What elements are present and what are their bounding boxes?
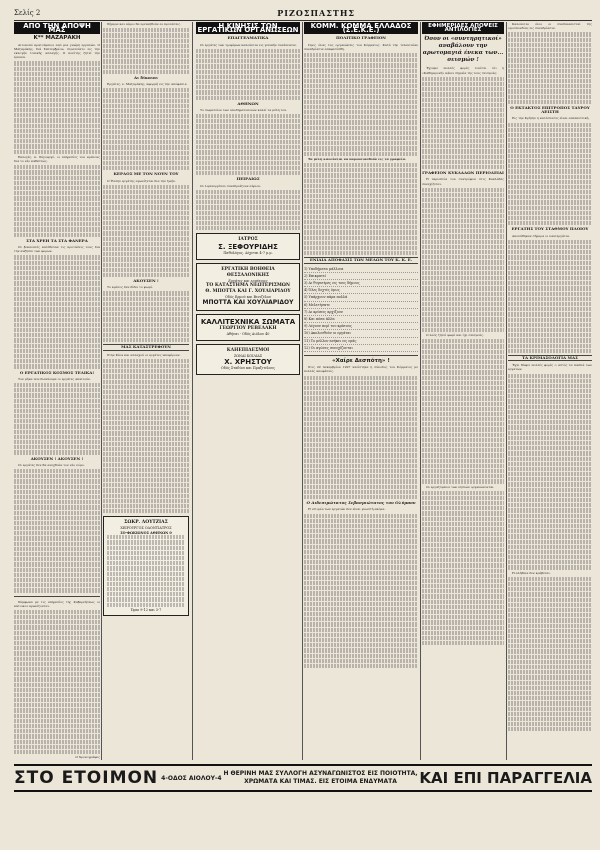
footer-mid-line: ΧΡΩΜΑΤΑ ΚΑΙ ΤΙΜΑΣ. ΕΙΣ ΕΤΟΙΜΑ ΕΝΔΥΜΑΤΑ xyxy=(244,778,397,785)
article-text: Στην Κίνα και αλλαχού οι εργάτες υποφέρουν. xyxy=(107,352,181,357)
headline-quote: Όσον οι «συντηρητικοί» αναβάλουν την αρωτομαγιά ένεκα των... σεισμών ! xyxy=(422,36,504,64)
section-heading: ΓΡΑΦΕΙΟΝ ΚΥΚΛΑΔΩΝ ΠΕΡΙΟΔΕΙΑΙ xyxy=(422,170,504,176)
section-heading: ΕΠΑΓΓΕΛΜΑΤΙΚΑ xyxy=(227,35,269,41)
article-text: Η αλήθεια δεν κρύβεται. xyxy=(512,570,551,575)
article-text: Ο λαός ζητεί ψωμί και όχι σεισμούς. xyxy=(426,333,485,338)
section-heading: ΠΟΛΙΤΙΚΟ ΓΡΑΦΕΙΟΝ xyxy=(336,35,386,41)
text-block xyxy=(422,188,504,332)
article-text: Τα μέλη καλούνται να παρουσιασθούν εις τα γραφεία. xyxy=(308,156,407,161)
footer-address: 4-ΟΔΟΣ ΑΙΟΛΟΥ-4 xyxy=(161,774,222,782)
ad-line: ΧΕΙΡΟΥΡΓΟΣ ΟΔΟΝΤΙΑΤΡΟΣ xyxy=(120,526,172,531)
list-item: 9) Λέγουν περί του κράτους xyxy=(304,323,418,330)
text-block xyxy=(14,165,100,237)
list-item: 5) Υπάρχουν πάρα πολλά xyxy=(304,294,418,301)
ad-line: Οδός Ερμού και Βενιζέλου xyxy=(225,295,271,300)
text-block xyxy=(304,53,418,156)
column-rule xyxy=(101,22,102,760)
article-text: Ο Έλλην εργάτης αγωνίζεται δια την ζωήν. xyxy=(107,178,176,183)
article-text: Το σωματείον των υποδηματοποιών καλεί τα μέλη του. xyxy=(200,107,288,112)
ad-name: Χ. ΧΡΗΣΤΟΥ xyxy=(224,358,272,367)
article-text: Προς όλας τας οργανώσεις του Κόμματος. Κατά την τελευταίαν συνεδρίασιν απεφασίσθη. xyxy=(304,42,418,51)
article-text: Τον μήνα που διανύουμε οι εργάτες απαιτούν. xyxy=(18,376,91,381)
footer-mid-line: Η ΘΕΡΙΝΗ ΜΑΣ ΣΥΛΛΟΓΗ ΑΣΥΝΑΓΩΝΙΣΤΟΣ ΕΙΣ ΠΟΙΟΤΗΤΑ, xyxy=(223,770,418,777)
column-rule xyxy=(506,22,507,760)
column-rule xyxy=(420,22,421,760)
column-2 xyxy=(103,22,189,760)
article-text: Οι εργάτες των τροφίμων καλούνται εις γενικήν συνέλευσιν. xyxy=(200,42,297,47)
article-text: Οι βουλευτές κατέθεσαν τις προτάσεις τους δια την αυξησιν των φορων. xyxy=(14,245,100,254)
column-rule xyxy=(302,22,303,760)
article-text: Εργάτες, ν. Μαζαράκης, αφορμή εις την απόφασιν. xyxy=(107,82,188,87)
ad-line: ΖΩΝΑΙ ΚΟΙΛΙΑΣ xyxy=(233,353,263,358)
footer-left xyxy=(14,768,222,788)
text-block xyxy=(304,514,418,669)
column-5 xyxy=(422,22,504,760)
text-block xyxy=(196,114,300,175)
text-block xyxy=(508,577,592,732)
section-heading: ΜΑΣ ΚΑΤΑΣΤΡΕΦΟΥΝ xyxy=(103,344,189,350)
article-text: Καλούνται όλοι οι συνδικαλισταί της ομοσπονδίας εις συνεδρίασιν. xyxy=(508,22,592,31)
list-item: 2) Επικρατεί xyxy=(304,273,418,280)
text-block xyxy=(508,123,592,226)
column-1 xyxy=(14,22,100,760)
article-text: Εις την Κρήτην η κατάστασις είναι απελπιστική. xyxy=(512,116,590,121)
list-item: 6) Μελετήσατε xyxy=(304,302,418,309)
ad-line: Οδός Σταδίου και Πραξιτέλους xyxy=(221,366,275,371)
ad-line: Παθολόγος. Δέχεται 4-7 μ.μ. xyxy=(223,251,273,256)
ad-title: ΚΑΛΛΙΤΕΧΝΙΚΑ ΣΩΜΑΤΑ xyxy=(200,318,296,327)
divider xyxy=(304,355,418,356)
article-text: Αιτοκοπό κρατούμενοι από μια γνώμη εργατών. Ο Μαζαράκης, διά Σεπτεμβρίου, στρατεύετο εις την εκλογήν τοπικής αλλαγής. Ο πολίτης ζητεί την έρευνα. xyxy=(14,42,100,60)
list-item: 10) Ακολουθούν οι εργάται xyxy=(304,330,418,337)
divider xyxy=(14,596,100,597)
text-block xyxy=(103,88,189,170)
article-text: Οι εργαζόμενοι των νησιών οργανώνονται. xyxy=(426,484,495,489)
section-heading: ΑΘΗΝΩΝ xyxy=(237,100,259,106)
text-block xyxy=(107,535,185,607)
ad-name: Σ. ΞΕΦΟΥΡΙΔΗΣ xyxy=(218,243,278,252)
text-block xyxy=(508,240,592,353)
newspaper-page xyxy=(14,6,592,842)
article-text: Στις 22 Δεκεμβρίου 1927 κλείστηκε η σύνοδος του Κόμματος με πολλές αποφάσεις. xyxy=(304,365,418,374)
article-text: Το κράτος δεν δίδει το ψωμί. xyxy=(107,285,153,290)
hernia-belt-ad xyxy=(196,344,300,375)
article-text: Έχουμε πολλές φορές τονίσει ότι η «Καθημερινή» κάνει σημαία της τους σεισμούς. xyxy=(422,66,504,75)
page-number: Σελίς 2 xyxy=(14,9,41,17)
article-text: Οι λιμενεργάται συνεδριάζουν αύριον. xyxy=(200,183,262,188)
article-text: Οι εργάτες δεν θα ανεχθούν τον νέο νόμο. xyxy=(18,462,85,467)
article-text: Σήμερα και αύριο θα ερευνηθούν αι προτάσεις. xyxy=(107,22,182,26)
masthead xyxy=(14,6,592,21)
list-item: 3) Αι θυγατέρες εις τους δήμους xyxy=(304,280,418,287)
ad-line: Ώραι 9-12 και 3-7 xyxy=(130,607,162,612)
article-text: Η ιστορία των εργατών δεν είναι γνωστή ακόμα. xyxy=(308,507,386,512)
article-text: Απολύθηκαν σήμερα οι ναυτεργάται. xyxy=(512,233,571,238)
section-heading: ΤΑ ΚΡΙΜΑΣΟΛΟΓΙΑ ΜΑΣ xyxy=(508,355,592,361)
ad-line: ΤΟ ΚΑΤΑΣΤΗΜΑ ΝΕΩΤΕΡΙΣΜΩΝ xyxy=(206,283,290,289)
list-item: 7) Αι κρίσεις αρχίζουν xyxy=(304,309,418,316)
section-heading: Αι δίκαιαι xyxy=(133,74,159,80)
text-block xyxy=(103,291,189,342)
ad-line: Αθήναι - Οδός Αιόλου 40 xyxy=(226,332,270,337)
ad-name: ΓΕΩΡΓΙΟΥ ΡΕΒΕΛΑΚΗ xyxy=(219,326,277,332)
section-heading: Ο Αιδεσιμώτατος Σεβασμιώτατος του Ολύμπου xyxy=(306,500,416,506)
footer-right-text: ΚΑΙ ΕΠΙ ΠΑΡΑΓΓΕΛΙΑ xyxy=(419,769,592,787)
footer-middle xyxy=(223,770,417,786)
list-item: 11) Το μέλλον ανήκει εις εμάς xyxy=(304,338,418,345)
ad-title: ΚΛΗΕΠΙΔΕΣΜΟΙ xyxy=(226,347,270,353)
text-block xyxy=(14,469,100,593)
doctor-ad xyxy=(196,233,300,259)
section-heading: ΣΤΑ ΧΡΕΗ ΤΑ ΣΤΑ ΦΑΝΕΡΑ xyxy=(26,237,88,243)
article-text: Έχει θάψει πολλές φορές ο αστός τα παιδιά των εργατών. xyxy=(508,363,592,372)
ad-title: ΙΑΤΡΟΣ xyxy=(238,237,258,243)
text-block xyxy=(508,374,592,570)
workers-help-ad xyxy=(196,263,300,312)
column-rule xyxy=(192,22,193,760)
article-text: Σύμφωνα με τις υπηρεσίες της Κυβερνήσεως οι κάτοικοι αγωνίζονται. xyxy=(14,599,100,608)
ad-title: ΣΩΚΡ. ΛΟΥΤΖΙΑΣ xyxy=(124,520,168,526)
footer-ad xyxy=(14,764,592,792)
article-title: Κ** ΜΑΖΑΡΑΚΗ xyxy=(33,35,81,42)
article-text: Εκλογές, κ. Σύγουργέ, οι υπηρεσίες του κράτους δια το νέο καθεστώς. xyxy=(14,154,100,163)
section-heading: ΚΕΡΔΟΣ ΜΕ ΤΟΝ ΝΟΥΝ ΤΟΥ xyxy=(113,171,179,177)
text-block xyxy=(14,383,100,455)
text-block xyxy=(304,376,418,500)
ad-name: ΜΠΟΤΤΑ ΚΑΙ ΧΟΥΛΙΑΡΙΔΟΥ xyxy=(202,299,294,307)
footer-left-text: ΣΤΟ ΕΤΟΙΜΟΝ xyxy=(14,768,159,788)
text-block xyxy=(14,610,100,754)
column-4 xyxy=(304,22,418,760)
numbered-list xyxy=(304,266,418,352)
list-item: 12) Οι αγώνες συνεχίζονται xyxy=(304,345,418,352)
text-block xyxy=(103,185,189,277)
section-heading: ΑΚΟΥΣΕΝ ! xyxy=(133,278,159,284)
section-heading: Ο ΕΚΤΑΚΤΟΣ ΕΠΙΤΡΟΠΟΣ ΤΑΥΡΟΥ ΛΕΙΣΤΗ xyxy=(510,105,590,115)
list-item: 1) Υποδήματα μάλλινα xyxy=(304,266,418,273)
ad-name: Θ. ΜΠΟΤΤΑ ΚΑΙ Γ. ΧΟΥΛΙΑΡΙΔΟΥ xyxy=(205,289,291,295)
ad-title: ΕΡΓΑΤΙΚΗ ΒΟΗΘΕΙΑ ΘΕΣΣΑΛΟΝΙΚΗΣ xyxy=(221,266,275,278)
text-block xyxy=(304,163,418,255)
column-banner: ΑΠΟ ΤΗΝ ΑΠΟΨΗ ΜΑΣ xyxy=(14,22,100,34)
text-block xyxy=(14,61,100,153)
list-item: 4) Όλες δεχτές όμως xyxy=(304,287,418,294)
text-block xyxy=(422,339,504,483)
section-heading: ΑΚΟΥΣΕΝ ! ΑΚΟΥΣΕΝ ! xyxy=(30,455,84,461)
ad-line: Εργάτες και εργάτριες xyxy=(228,278,268,283)
section-heading: ΕΡΓΑΤΗΣ ΤΟΥ ΣΤΑΘΜΟΥ ΠΛΟΙΟΥ xyxy=(511,226,589,232)
section-heading: ΠΕΙΡΑΙΩΣ xyxy=(236,176,260,182)
text-block xyxy=(196,49,300,100)
text-block xyxy=(422,77,504,169)
column-banner: ΚΟΜΜ. ΚΟΜΜΑ ΕΛΛΑΔΟΣ (Σ.Ε.Κ.Ε.) xyxy=(304,22,418,34)
column-banner: Η ΚΙΝΗΣΙΣ ΤΩΝ ΕΡΓΑΤΙΚΩΝ ΟΡΓΑΝΩΣΕΩΝ xyxy=(197,22,299,35)
ad-line: ΣΟ-ΦΩΚΙΩΝΟΣ ΑΘΗΝΩΝ 0 xyxy=(120,530,172,535)
text-block xyxy=(103,28,189,74)
section-heading: Ο ΕΡΓΑΤΙΚΟΣ ΚΟΣΜΟΣ ΤΕΛΙΚΑ! xyxy=(19,369,95,375)
text-block xyxy=(422,491,504,646)
article-text: Η περιοδεία του συντρόφου στις Κυκλάδες συνεχίζεται. xyxy=(422,177,504,186)
column-6 xyxy=(508,22,592,760)
column-3 xyxy=(196,22,300,760)
signature: Ο Χρονογράφος xyxy=(75,755,100,760)
text-block xyxy=(14,255,100,368)
section-heading: «Χαίρε Δεσπότη» ! xyxy=(332,357,390,364)
section-heading: ΕΝΙΑΙΑ ΑΠΟΦΑΣΙΣ ΤΩΝ ΜΕΛΩΝ ΤΟΥ Κ. Κ. Ε. xyxy=(304,257,418,263)
art-bodies-ad xyxy=(196,314,300,340)
text-block xyxy=(196,190,300,231)
text-block xyxy=(508,32,592,104)
dentist-ad xyxy=(103,516,189,616)
list-item: 8) Και πόσα άλλα xyxy=(304,316,418,323)
paper-name: ΡΙΖΟΣΠΑΣΤΗΣ xyxy=(277,8,356,18)
text-block xyxy=(103,359,189,514)
column-banner: ΕΦΗΜΕΡΙΔΕΣ ΑΠΟΨΕΙΣ ΑΝΤΙΛΟΓΙΕΣ xyxy=(422,22,504,34)
